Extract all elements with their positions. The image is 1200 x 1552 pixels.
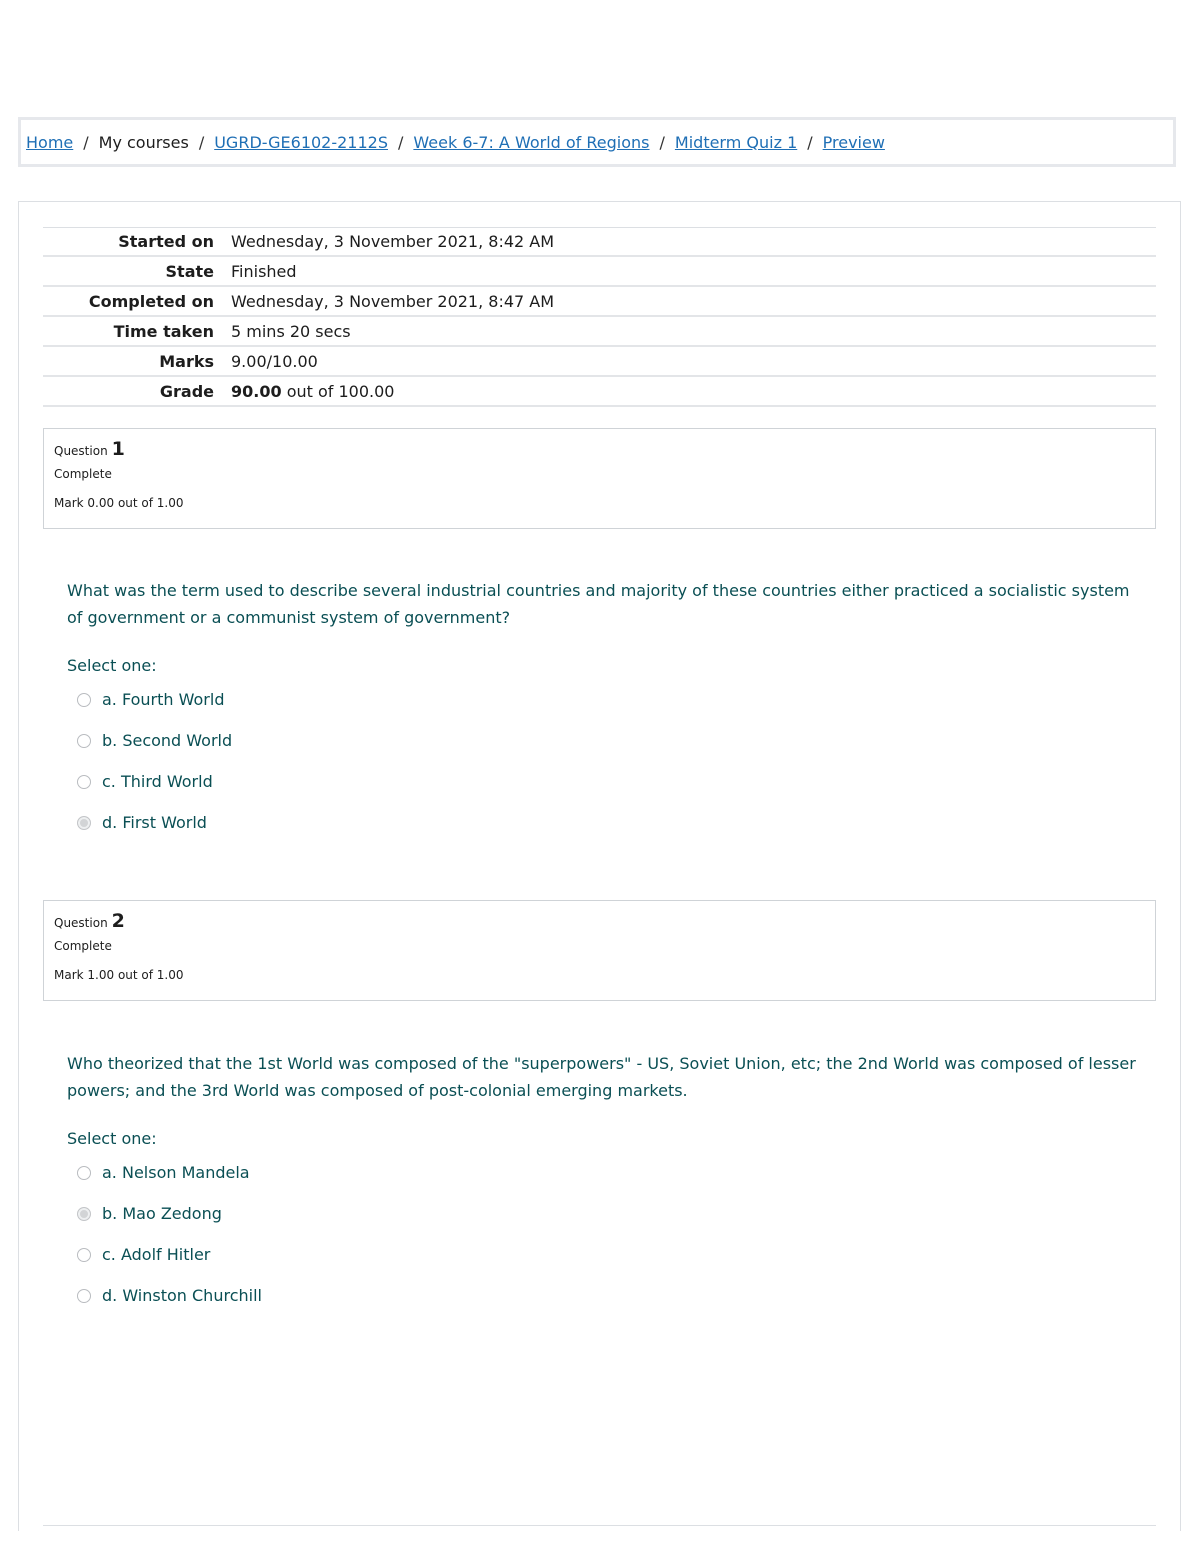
breadcrumb-section-link[interactable]: Week 6-7: A World of Regions [413,132,650,152]
question-text: What was the term used to describe several industrial countries and majority of these countries either practiced a socialistic system of government or a communist system of government? [67,581,1130,627]
summary-label: Marks [159,351,214,371]
option-label: a. Nelson Mandela [102,1163,250,1182]
breadcrumb-separator: / [807,132,813,152]
summary-row-completed [43,287,1156,317]
answer-option-b[interactable] [67,1193,1137,1234]
question-number: 1 [111,438,125,460]
radio-button[interactable] [77,693,91,707]
question-state: Complete [54,467,112,481]
summary-row-state [43,257,1156,287]
breadcrumb-separator: / [83,132,89,152]
question-text: Who theorized that the 1st World was composed of the "superpowers" - US, Soviet Union, etc; the 2nd World was composed of lesser powers; and the 3rd World was composed of post-colonial emerging markets. [67,1054,1136,1100]
summary-value: Wednesday, 3 November 2021, 8:47 AM [231,291,555,311]
radio-button[interactable] [77,775,91,789]
summary-label: Completed on [88,291,214,311]
summary-value: 5 mins 20 secs [231,321,351,341]
question-title [54,438,1155,462]
radio-button-selected[interactable] [77,816,91,830]
attempt-summary-table [43,227,1156,407]
answer-option-a[interactable] [67,679,1137,720]
summary-value: 9.00/10.00 [231,351,318,371]
summary-value: Finished [231,261,297,281]
option-label: c. Adolf Hitler [102,1245,211,1264]
question-1-info [43,428,1156,529]
answer-option-c[interactable] [67,761,1137,802]
option-label: d. First World [102,813,207,832]
option-label: b. Second World [102,731,233,750]
question-state: Complete [54,939,112,953]
summary-label: Time taken [113,321,214,341]
answer-option-d[interactable] [67,802,1137,843]
option-label: a. Fourth World [102,690,225,709]
question-2-content [67,1050,1137,1316]
answer-option-d[interactable] [67,1275,1137,1316]
option-label: d. Winston Churchill [102,1286,262,1305]
radio-button-selected[interactable] [77,1207,91,1221]
breadcrumb-my-courses: My courses [98,132,189,152]
answer-option-a[interactable] [67,1152,1137,1193]
summary-row-time-taken [43,317,1156,347]
question-number: 2 [111,910,125,932]
breadcrumb-preview-link[interactable]: Preview [822,132,885,152]
summary-row-marks [43,347,1156,377]
summary-row-grade [43,377,1156,407]
summary-row-started [43,228,1156,257]
radio-button[interactable] [77,734,91,748]
select-one-label: Select one: [67,1129,157,1148]
radio-button[interactable] [77,1248,91,1262]
grade-value: 90.00 [231,381,282,401]
answer-option-c[interactable] [67,1234,1137,1275]
question-1-content [67,577,1137,843]
summary-label: Started on [118,232,214,251]
question-label: Question [54,916,108,930]
answer-option-b[interactable] [67,720,1137,761]
question-title [54,910,1155,934]
question-mark: Mark 1.00 out of 1.00 [54,968,184,982]
breadcrumb-course-link[interactable]: UGRD-GE6102-2112S [214,132,388,152]
radio-button[interactable] [77,1166,91,1180]
breadcrumb-separator: / [198,132,205,152]
radio-button[interactable] [77,1289,91,1303]
divider [43,1525,1156,1526]
summary-label: State [165,261,214,281]
breadcrumb-home-link[interactable]: Home [26,132,74,152]
question-2-info [43,900,1156,1001]
option-label: b. Mao Zedong [102,1204,222,1223]
breadcrumb [18,117,1176,167]
answer-options [67,1152,1137,1316]
breadcrumb-quiz-link[interactable]: Midterm Quiz 1 [674,132,798,152]
breadcrumb-separator: / [659,132,665,152]
summary-label: Grade [159,381,214,401]
question-label: Question [54,444,108,458]
summary-value: Wednesday, 3 November 2021, 8:42 AM [231,232,555,251]
grade-out-of: out of 100.00 [281,381,395,401]
option-label: c. Third World [102,772,213,791]
summary-value [214,382,394,401]
select-one-label: Select one: [67,656,157,675]
breadcrumb-separator: / [398,132,404,152]
question-mark: Mark 0.00 out of 1.00 [54,496,184,510]
answer-options [67,679,1137,843]
